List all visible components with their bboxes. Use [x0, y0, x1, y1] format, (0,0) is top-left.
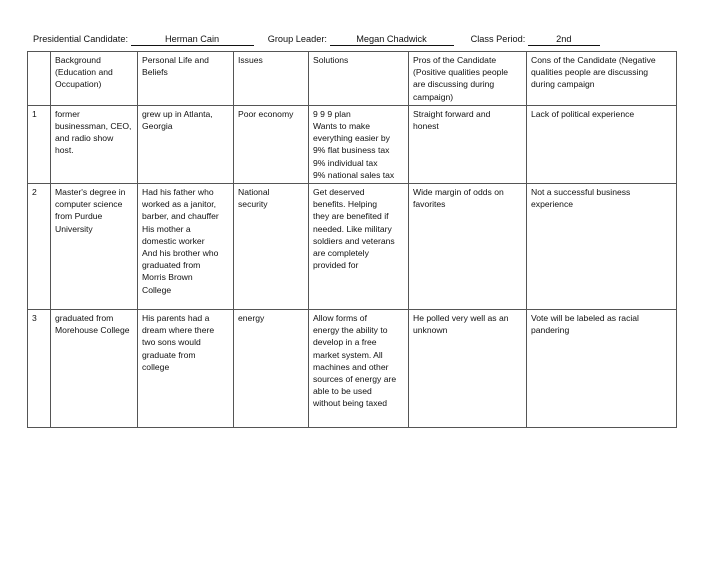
- background-cell: former businessman, CEO, and radio show host.: [51, 105, 138, 183]
- header-cell-solutions: Solutions: [309, 52, 409, 106]
- candidate-table: [27, 51, 677, 428]
- class-period-label: Class Period:: [470, 34, 526, 44]
- candidate-label: Presidential Candidate:: [33, 34, 128, 44]
- pros-cell: Wide margin of odds on favorites: [409, 184, 527, 310]
- candidate-value: Herman Cain: [131, 34, 254, 46]
- group-leader-label: Group Leader:: [267, 34, 327, 44]
- header-cell-cons: Cons of the Candidate (Negative qualities people are discussing during campaign: [527, 52, 677, 106]
- issues-cell: energy: [234, 310, 309, 428]
- pros-cell: Straight forward and honest: [409, 105, 527, 183]
- row-number: 3: [28, 310, 51, 428]
- personal-cell: Had his father who worked as a janitor, barber, and chauffer His mother a domestic worker And his brother who graduated from Morris Brown College: [138, 184, 234, 310]
- row-number: 1: [28, 105, 51, 183]
- cons-cell: Not a successful business experience: [527, 184, 677, 310]
- background-cell: graduated from Morehouse College: [51, 310, 138, 428]
- group-leader-value: Megan Chadwick: [330, 34, 454, 46]
- cons-cell: Lack of political experience: [527, 105, 677, 183]
- table-row: [28, 184, 677, 310]
- header-cell-issues: Issues: [234, 52, 309, 106]
- table-header-row: [28, 52, 677, 106]
- class-period-value: 2nd: [528, 34, 600, 46]
- personal-cell: His parents had a dream where there two sons would graduate from college: [138, 310, 234, 428]
- header-cell-pros: Pros of the Candidate (Positive qualities people are discussing during campaign): [409, 52, 527, 106]
- header-cell-personal: Personal Life and Beliefs: [138, 52, 234, 106]
- solutions-cell: Allow forms of energy the ability to develop in a free market system. All machines and other sources of energy are able to be used without being taxed: [309, 310, 409, 428]
- pros-cell: He polled very well as an unknown: [409, 310, 527, 428]
- row-number: 2: [28, 184, 51, 310]
- solutions-cell: 9 9 9 plan Wants to make everything easier by 9% flat business tax 9% individual tax 9% national sales tax: [309, 105, 409, 183]
- worksheet-header: [33, 33, 713, 46]
- personal-cell: grew up in Atlanta, Georgia: [138, 105, 234, 183]
- cons-cell: Vote will be labeled as racial pandering: [527, 310, 677, 428]
- header-cell-background: Background (Education and Occupation): [51, 52, 138, 106]
- table-row: [28, 105, 677, 183]
- issues-cell: National security: [234, 184, 309, 310]
- header-cell-number: [28, 52, 51, 106]
- solutions-cell: Get deserved benefits. Helping they are benefited if needed. Like military soldiers and veterans are completely provided for: [309, 184, 409, 310]
- table-row: [28, 310, 677, 428]
- issues-cell: Poor economy: [234, 105, 309, 183]
- background-cell: Master's degree in computer science from Purdue University: [51, 184, 138, 310]
